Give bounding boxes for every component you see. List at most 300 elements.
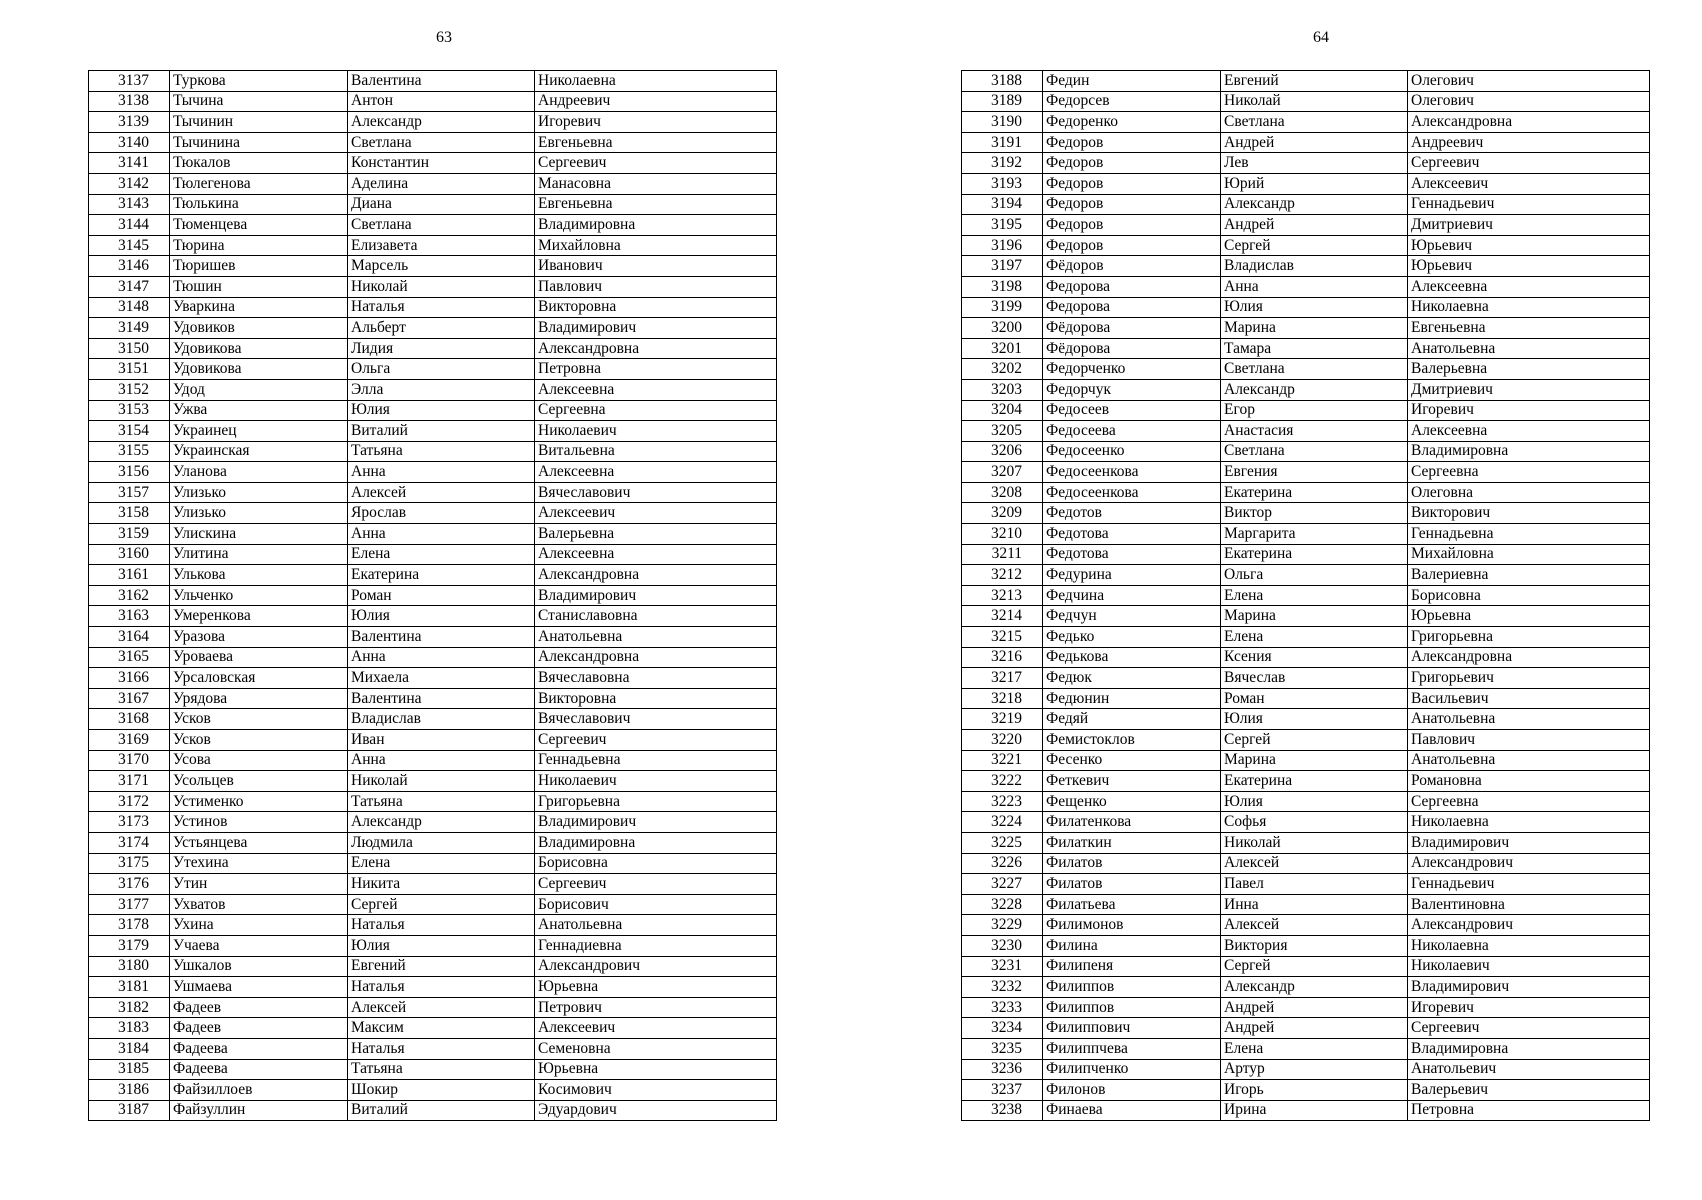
row-number-cell: 3154 [89,421,170,442]
table-row [89,276,777,297]
table-row [89,956,777,977]
patronymic-cell: Борисович [535,894,777,915]
first-name-cell: Елизавета [348,235,535,256]
last-name-cell: Филатов [1043,853,1221,874]
last-name-cell: Устинов [170,812,348,833]
first-name-cell: Виталий [348,1100,535,1121]
row-number-cell: 3180 [89,956,170,977]
row-number-cell: 3169 [89,730,170,751]
patronymic-cell: Геннадьевна [535,750,777,771]
last-name-cell: Федоров [1043,173,1221,194]
patronymic-cell: Александровна [535,647,777,668]
row-number-cell: 3197 [962,256,1043,277]
row-number-cell: 3155 [89,441,170,462]
first-name-cell: Марина [1221,750,1408,771]
row-number-cell: 3195 [962,215,1043,236]
first-name-cell: Анна [348,462,535,483]
last-name-cell: Файзиллоев [170,1080,348,1101]
table-row [962,1059,1650,1080]
patronymic-cell: Александрович [1408,853,1650,874]
first-name-cell: Ярослав [348,503,535,524]
first-name-cell: Андрей [1221,215,1408,236]
patronymic-cell: Юрьевна [535,1059,777,1080]
patronymic-cell: Николаевна [1408,935,1650,956]
last-name-cell: Усков [170,709,348,730]
patronymic-cell: Анатольевич [1408,1059,1650,1080]
first-name-cell: Ольга [1221,565,1408,586]
last-name-cell: Улитина [170,544,348,565]
last-name-cell: Федорсев [1043,91,1221,112]
patronymic-cell: Владимирович [1408,977,1650,998]
last-name-cell: Филатьева [1043,894,1221,915]
row-number-cell: 3171 [89,771,170,792]
patronymic-cell: Анатольевна [535,627,777,648]
patronymic-cell: Геннадьевич [1408,874,1650,895]
last-name-cell: Устименко [170,791,348,812]
patronymic-cell: Юрьевна [535,977,777,998]
last-name-cell: Тюменцева [170,215,348,236]
row-number-cell: 3236 [962,1059,1043,1080]
last-name-cell: Федоров [1043,215,1221,236]
table-row [89,173,777,194]
first-name-cell: Светлана [348,132,535,153]
first-name-cell: Владислав [1221,256,1408,277]
patronymic-cell: Владимирович [535,585,777,606]
table-row [962,173,1650,194]
table-row [89,544,777,565]
last-name-cell: Фадеева [170,1059,348,1080]
first-name-cell: Юлия [1221,791,1408,812]
first-name-cell: Ольга [348,359,535,380]
last-name-cell: Федосеенкова [1043,462,1221,483]
table-row [962,915,1650,936]
last-name-cell: Федорова [1043,276,1221,297]
last-name-cell: Федосеев [1043,400,1221,421]
patronymic-cell: Петровна [1408,1100,1650,1121]
last-name-cell: Утин [170,874,348,895]
table-row [962,709,1650,730]
last-name-cell: Федосеенко [1043,441,1221,462]
row-number-cell: 3224 [962,812,1043,833]
row-number-cell: 3228 [962,894,1043,915]
table-row [89,1080,777,1101]
last-name-cell: Усольцев [170,771,348,792]
row-number-cell: 3199 [962,297,1043,318]
last-name-cell: Федоров [1043,235,1221,256]
patronymic-cell: Андреевич [1408,132,1650,153]
patronymic-cell: Николаевна [1408,297,1650,318]
first-name-cell: Валентина [348,688,535,709]
patronymic-cell: Григорьевич [1408,668,1650,689]
first-name-cell: Юлия [348,935,535,956]
last-name-cell: Финаева [1043,1100,1221,1121]
table-row [89,524,777,545]
table-row [962,441,1650,462]
table-row [962,379,1650,400]
patronymic-cell: Петрович [535,997,777,1018]
table-row [962,647,1650,668]
first-name-cell: Юлия [348,606,535,627]
first-name-cell: Михаела [348,668,535,689]
row-number-cell: 3176 [89,874,170,895]
patronymic-cell: Владимировна [535,215,777,236]
row-number-cell: 3161 [89,565,170,586]
row-number-cell: 3151 [89,359,170,380]
row-number-cell: 3184 [89,1038,170,1059]
row-number-cell: 3159 [89,524,170,545]
last-name-cell: Украинская [170,441,348,462]
row-number-cell: 3179 [89,935,170,956]
patronymic-cell: Игоревич [535,112,777,133]
row-number-cell: 3221 [962,750,1043,771]
table-row [962,71,1650,92]
last-name-cell: Тюшин [170,276,348,297]
row-number-cell: 3191 [962,132,1043,153]
first-name-cell: Евгения [1221,462,1408,483]
row-number-cell: 3229 [962,915,1043,936]
first-name-cell: Татьяна [348,1059,535,1080]
table-row [89,750,777,771]
first-name-cell: Лидия [348,338,535,359]
table-row [962,153,1650,174]
roster-table [88,70,777,1121]
row-number-cell: 3188 [962,71,1043,92]
patronymic-cell: Вячеславович [535,482,777,503]
first-name-cell: Марина [1221,318,1408,339]
row-number-cell: 3168 [89,709,170,730]
first-name-cell: Анастасия [1221,421,1408,442]
first-name-cell: Ксения [1221,647,1408,668]
patronymic-cell: Витальевна [535,441,777,462]
patronymic-cell: Андреевич [535,91,777,112]
row-number-cell: 3182 [89,997,170,1018]
row-number-cell: 3202 [962,359,1043,380]
first-name-cell: Наталья [348,915,535,936]
patronymic-cell: Валерьевна [1408,359,1650,380]
row-number-cell: 3209 [962,503,1043,524]
row-number-cell: 3225 [962,832,1043,853]
first-name-cell: Юлия [348,400,535,421]
first-name-cell: Сергей [1221,235,1408,256]
table-row [89,91,777,112]
first-name-cell: Николай [1221,91,1408,112]
first-name-cell: Роман [1221,688,1408,709]
last-name-cell: Урядова [170,688,348,709]
last-name-cell: Удод [170,379,348,400]
table-row [89,565,777,586]
table-row [962,956,1650,977]
patronymic-cell: Владимирович [535,318,777,339]
row-number-cell: 3143 [89,194,170,215]
first-name-cell: Анна [1221,276,1408,297]
table-row [962,791,1650,812]
table-row [962,421,1650,442]
table-row [962,297,1650,318]
first-name-cell: Екатерина [1221,482,1408,503]
patronymic-cell: Геннадьевич [1408,194,1650,215]
table-row [962,338,1650,359]
last-name-cell: Федорчук [1043,379,1221,400]
first-name-cell: Аделина [348,173,535,194]
row-number-cell: 3190 [962,112,1043,133]
patronymic-cell: Анатольевна [1408,338,1650,359]
row-number-cell: 3233 [962,997,1043,1018]
patronymic-cell: Олегович [1408,71,1650,92]
first-name-cell: Марина [1221,606,1408,627]
row-number-cell: 3175 [89,853,170,874]
first-name-cell: Алексей [348,997,535,1018]
table-row [89,874,777,895]
last-name-cell: Федотов [1043,503,1221,524]
first-name-cell: Евгений [348,956,535,977]
row-number-cell: 3203 [962,379,1043,400]
first-name-cell: Елена [1221,627,1408,648]
patronymic-cell: Дмитриевич [1408,215,1650,236]
patronymic-cell: Викторовна [535,688,777,709]
last-name-cell: Фёдорова [1043,338,1221,359]
patronymic-cell: Юрьевич [1408,256,1650,277]
row-number-cell: 3183 [89,1018,170,1039]
patronymic-cell: Григорьевна [535,791,777,812]
patronymic-cell: Михайловна [535,235,777,256]
last-name-cell: Уроваева [170,647,348,668]
last-name-cell: Удовиков [170,318,348,339]
last-name-cell: Фадеев [170,1018,348,1039]
first-name-cell: Роман [348,585,535,606]
first-name-cell: Анна [348,647,535,668]
table-row [962,91,1650,112]
first-name-cell: Виктор [1221,503,1408,524]
patronymic-cell: Николаевич [1408,956,1650,977]
last-name-cell: Филонов [1043,1080,1221,1101]
table-row [89,462,777,483]
last-name-cell: Федорченко [1043,359,1221,380]
first-name-cell: Николай [348,771,535,792]
first-name-cell: Софья [1221,812,1408,833]
patronymic-cell: Семеновна [535,1038,777,1059]
row-number-cell: 3160 [89,544,170,565]
first-name-cell: Максим [348,1018,535,1039]
patronymic-cell: Анатольевна [535,915,777,936]
last-name-cell: Улискина [170,524,348,545]
table-row [962,565,1650,586]
patronymic-cell: Борисовна [1408,585,1650,606]
table-row [89,812,777,833]
first-name-cell: Антон [348,91,535,112]
table-row [962,627,1650,648]
table-row [962,688,1650,709]
first-name-cell: Светлана [1221,359,1408,380]
table-row [962,544,1650,565]
row-number-cell: 3158 [89,503,170,524]
last-name-cell: Умеренкова [170,606,348,627]
last-name-cell: Филатов [1043,874,1221,895]
last-name-cell: Федоренко [1043,112,1221,133]
row-number-cell: 3226 [962,853,1043,874]
patronymic-cell: Олегович [1408,91,1650,112]
table-row [962,1080,1650,1101]
table-row [89,585,777,606]
last-name-cell: Федюнин [1043,688,1221,709]
first-name-cell: Александр [348,112,535,133]
table-row [962,359,1650,380]
table-row [89,400,777,421]
last-name-cell: Фещенко [1043,791,1221,812]
patronymic-cell: Вячеславовна [535,668,777,689]
last-name-cell: Тычинин [170,112,348,133]
last-name-cell: Федотова [1043,524,1221,545]
first-name-cell: Александр [1221,379,1408,400]
last-name-cell: Ушкалов [170,956,348,977]
first-name-cell: Николай [348,276,535,297]
table-row [962,235,1650,256]
row-number-cell: 3163 [89,606,170,627]
first-name-cell: Наталья [348,977,535,998]
table-row [89,215,777,236]
patronymic-cell: Николаевич [535,771,777,792]
row-number-cell: 3187 [89,1100,170,1121]
last-name-cell: Уразова [170,627,348,648]
row-number-cell: 3212 [962,565,1043,586]
row-number-cell: 3204 [962,400,1043,421]
first-name-cell: Екатерина [348,565,535,586]
table-row [962,482,1650,503]
patronymic-cell: Николаевна [1408,812,1650,833]
row-number-cell: 3201 [962,338,1043,359]
table-row [962,276,1650,297]
last-name-cell: Удовикова [170,359,348,380]
patronymic-cell: Геннадиевна [535,935,777,956]
row-number-cell: 3220 [962,730,1043,751]
patronymic-cell: Евгеньевна [535,194,777,215]
row-number-cell: 3213 [962,585,1043,606]
patronymic-cell: Игоревич [1408,400,1650,421]
patronymic-cell: Романовна [1408,771,1650,792]
patronymic-cell: Вячеславович [535,709,777,730]
row-number-cell: 3178 [89,915,170,936]
table-row [962,606,1650,627]
last-name-cell: Федчина [1043,585,1221,606]
last-name-cell: Уланова [170,462,348,483]
last-name-cell: Усова [170,750,348,771]
table-row [962,853,1650,874]
last-name-cell: Филиппчева [1043,1038,1221,1059]
patronymic-cell: Алексеевич [535,1018,777,1039]
patronymic-cell: Александровна [535,565,777,586]
first-name-cell: Юрий [1221,173,1408,194]
first-name-cell: Татьяна [348,791,535,812]
table-row [962,874,1650,895]
last-name-cell: Украинец [170,421,348,442]
last-name-cell: Филиппов [1043,997,1221,1018]
last-name-cell: Фесенко [1043,750,1221,771]
table-row [89,441,777,462]
first-name-cell: Андрей [1221,132,1408,153]
table-row [962,585,1650,606]
patronymic-cell: Николаевич [535,421,777,442]
table-row [89,1038,777,1059]
row-number-cell: 3208 [962,482,1043,503]
last-name-cell: Федяй [1043,709,1221,730]
row-number-cell: 3139 [89,112,170,133]
row-number-cell: 3157 [89,482,170,503]
last-name-cell: Усков [170,730,348,751]
page-number: 63 [436,29,452,46]
patronymic-cell: Юрьевич [1408,235,1650,256]
patronymic-cell: Алексеевна [535,379,777,400]
row-number-cell: 3210 [962,524,1043,545]
roster-table [961,70,1650,1121]
first-name-cell: Шокир [348,1080,535,1101]
first-name-cell: Александр [348,812,535,833]
last-name-cell: Филиппович [1043,1018,1221,1039]
last-name-cell: Тюришев [170,256,348,277]
row-number-cell: 3152 [89,379,170,400]
patronymic-cell: Алексеевич [535,503,777,524]
last-name-cell: Уваркина [170,297,348,318]
patronymic-cell: Владимирович [1408,832,1650,853]
table-row [962,812,1650,833]
row-number-cell: 3173 [89,812,170,833]
last-name-cell: Тюлькина [170,194,348,215]
first-name-cell: Ирина [1221,1100,1408,1121]
row-number-cell: 3198 [962,276,1043,297]
row-number-cell: 3230 [962,935,1043,956]
patronymic-cell: Викторовна [535,297,777,318]
row-number-cell: 3237 [962,1080,1043,1101]
first-name-cell: Наталья [348,297,535,318]
first-name-cell: Валентина [348,627,535,648]
patronymic-cell: Анатольевна [1408,750,1650,771]
last-name-cell: Феткевич [1043,771,1221,792]
row-number-cell: 3238 [962,1100,1043,1121]
row-number-cell: 3217 [962,668,1043,689]
page-number: 64 [1313,29,1329,46]
patronymic-cell: Станиславовна [535,606,777,627]
row-number-cell: 3177 [89,894,170,915]
table-row [962,318,1650,339]
patronymic-cell: Алексеевна [1408,276,1650,297]
patronymic-cell: Алексеевна [535,462,777,483]
patronymic-cell: Дмитриевич [1408,379,1650,400]
last-name-cell: Федотова [1043,544,1221,565]
first-name-cell: Светлана [1221,112,1408,133]
patronymic-cell: Николаевна [535,71,777,92]
patronymic-cell: Владимировна [1408,441,1650,462]
table-row [89,1059,777,1080]
last-name-cell: Утехина [170,853,348,874]
table-row [89,832,777,853]
patronymic-cell: Алексеевич [1408,173,1650,194]
table-row [962,997,1650,1018]
patronymic-cell: Олеговна [1408,482,1650,503]
first-name-cell: Иван [348,730,535,751]
table-row [89,235,777,256]
first-name-cell: Юлия [1221,297,1408,318]
last-name-cell: Фёдоров [1043,256,1221,277]
last-name-cell: Удовикова [170,338,348,359]
table-row [962,194,1650,215]
patronymic-cell: Сергеевич [1408,1018,1650,1039]
table-row [962,977,1650,998]
table-row [962,462,1650,483]
patronymic-cell: Евгеньевна [535,132,777,153]
table-row [962,215,1650,236]
first-name-cell: Альберт [348,318,535,339]
row-number-cell: 3189 [962,91,1043,112]
table-row [89,112,777,133]
patronymic-cell: Петровна [535,359,777,380]
